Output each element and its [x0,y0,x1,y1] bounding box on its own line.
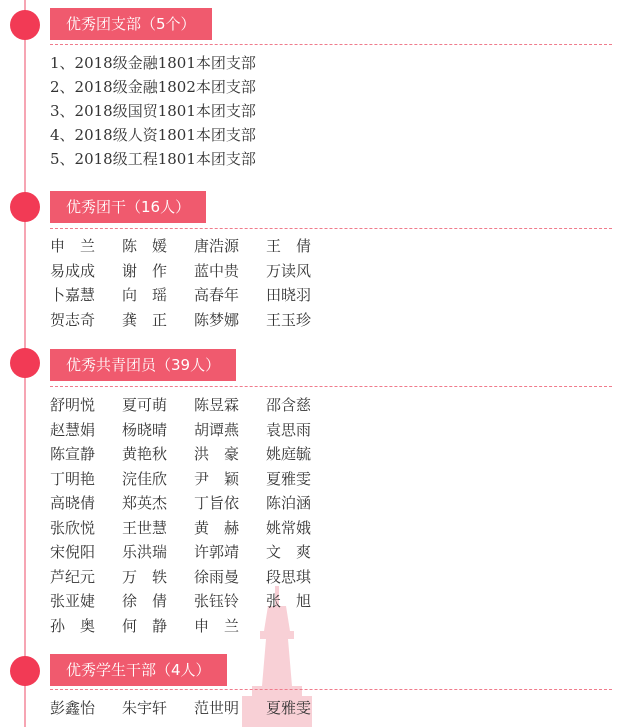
timeline-dot-branches [10,10,40,40]
name-item: 赵慧娟 [50,420,96,439]
branch-list-item: 1、2018级金融1801本团支部 [50,54,256,72]
name-item: 孙 奥 [50,616,96,635]
name-item: 文 爽 [266,543,312,561]
cadres-name-grid [50,234,338,332]
timeline-dot-cadres [10,192,40,222]
name-item: 张欣悦 [50,518,96,537]
name-item: 乐洪瑞 [122,543,168,561]
branch-list-item: 5、2018级工程1801本团支部 [50,150,256,168]
name-item: 胡谭燕 [194,420,240,439]
name-item: 杨晓晴 [122,420,168,439]
name-item: 高晓倩 [50,494,96,512]
name-item: 高春年 [194,286,240,304]
branch-list-item: 4、2018级人资1801本团支部 [50,126,256,144]
name-item: 姚常娥 [266,518,312,537]
name-item: 龚 正 [122,310,168,329]
name-item: 王世慧 [122,518,168,537]
name-item: 夏雅雯 [266,699,312,717]
timeline-dot-members [10,348,40,378]
name-item: 万 轶 [122,567,168,586]
name-item: 浣佳欣 [122,469,168,488]
name-item: 夏可萌 [122,396,168,414]
name-item: 申 兰 [50,237,96,255]
section-divider [50,689,612,690]
name-item: 何 静 [122,616,168,635]
name-item: 袁思雨 [266,420,312,439]
name-item: 夏雅雯 [266,469,312,488]
section-title-cadres: 优秀团干（16人） [50,191,206,223]
name-item: 丁旨依 [194,494,240,512]
members-name-grid [50,393,338,638]
name-item: 万读风 [266,261,312,280]
name-item: 黄艳秋 [122,445,168,463]
section-divider [50,228,612,229]
name-item: 易成成 [50,261,96,280]
branch-list [50,51,256,171]
section-divider [50,386,612,387]
name-item: 陈梦娜 [194,310,240,329]
name-item: 邵含慈 [266,396,312,414]
name-item: 姚庭毓 [266,445,312,463]
name-item: 张 旭 [266,592,312,610]
name-item: 王玉珍 [266,310,312,329]
name-item: 徐 倩 [122,592,168,610]
name-item: 丁明艳 [50,469,96,488]
name-item: 陈泊涵 [266,494,312,512]
section-title-branches: 优秀团支部（5个） [50,8,212,40]
name-item: 陈昱霖 [194,396,240,414]
name-item: 申 兰 [194,616,240,635]
name-item: 贺志奇 [50,310,96,329]
name-item: 宋倪阳 [50,543,96,561]
timeline-dot-student-cadres [10,656,40,686]
name-item: 彭鑫怡 [50,699,96,717]
name-item: 田晓羽 [266,286,312,304]
name-item: 许郭靖 [194,543,240,561]
name-item: 朱宇轩 [122,699,168,717]
name-item: 向 瑶 [122,286,168,304]
name-item: 卜嘉慧 [50,286,96,304]
student-cadres-name-grid [50,696,338,721]
name-item: 舒明悦 [50,396,96,414]
name-item: 蓝中贵 [194,261,240,280]
section-divider [50,44,612,45]
name-item: 黄 赫 [194,518,240,537]
name-item: 郑英杰 [122,494,168,512]
name-item: 唐浩源 [194,237,240,255]
name-item: 张亚婕 [50,592,96,610]
name-item: 王 倩 [266,237,312,255]
name-item: 陈宣静 [50,445,96,463]
name-item: 段思琪 [266,567,312,586]
name-item: 洪 豪 [194,445,240,463]
section-title-student-cadres: 优秀学生干部（4人） [50,654,227,686]
branch-list-item: 3、2018级国贸1801本团支部 [50,102,256,120]
name-item: 陈 媛 [122,237,168,255]
section-title-members: 优秀共青团员（39人） [50,349,236,381]
name-item: 尹 颖 [194,469,240,488]
branch-list-item: 2、2018级金融1802本团支部 [50,78,256,96]
name-item: 谢 作 [122,261,168,280]
name-item: 范世明 [194,699,240,717]
name-item: 芦纪元 [50,567,96,586]
name-item: 徐雨曼 [194,567,240,586]
name-item: 张钰铃 [194,592,240,610]
